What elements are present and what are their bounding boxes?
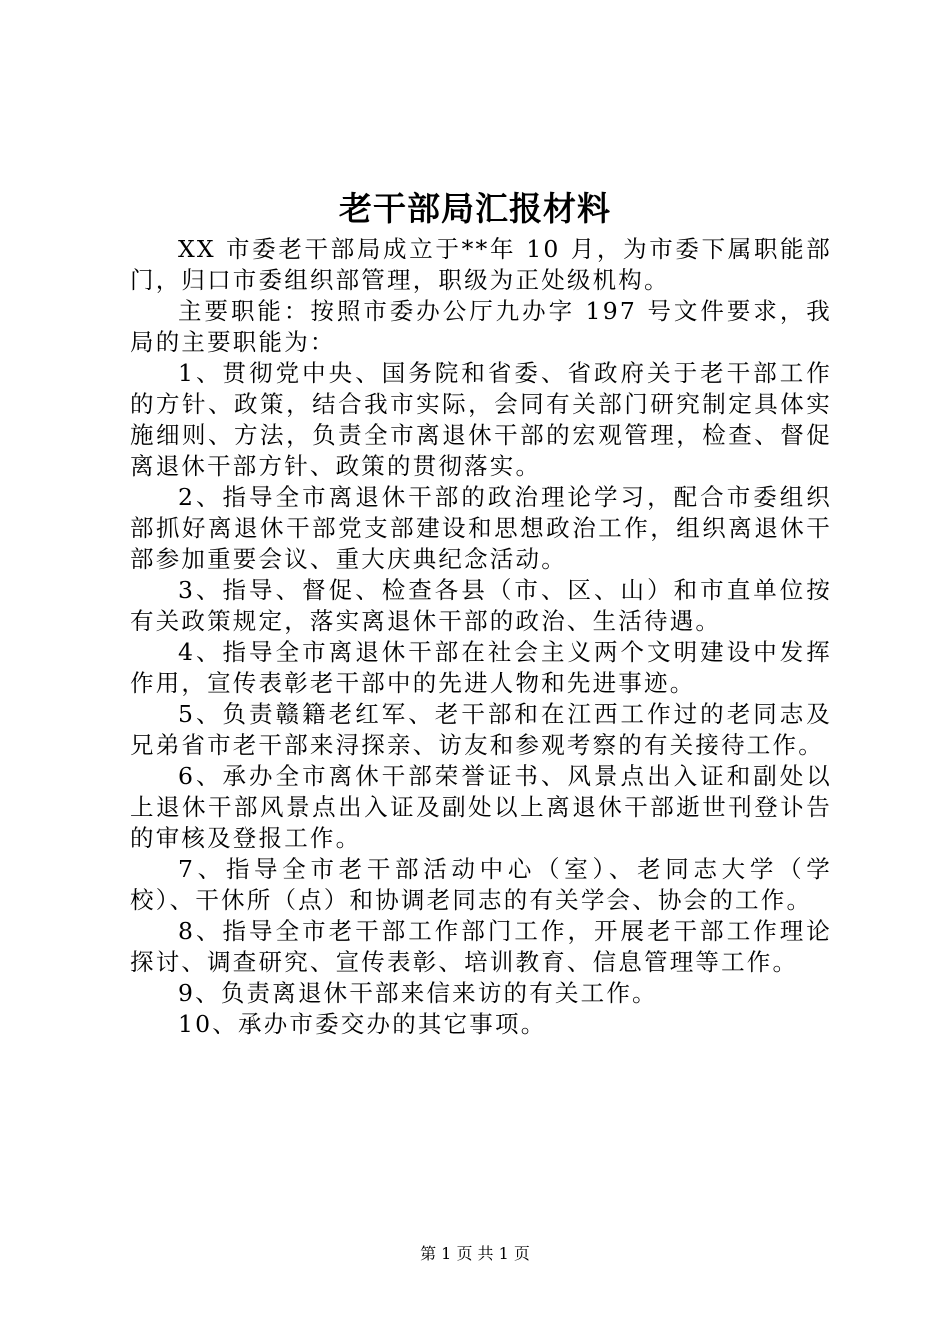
paragraph-item-8: 8、指导全市老干部工作部门工作，开展老干部工作理论探讨、调查研究、宣传表彰、培训教育、信息管理等工作。 (130, 917, 832, 976)
document-body (130, 234, 832, 1040)
paragraph-main-functions: 主要职能：按照市委办公厅九办字 197 号文件要求，我局的主要职能为： (130, 297, 832, 356)
paragraph-item-10: 10、承办市委交办的其它事项。 (178, 1010, 547, 1038)
paragraph-intro: XX 市委老干部局成立于**年 10 月，为市委下属职能部门，归口市委组织部管理，职级为正处级机构。 (130, 235, 832, 294)
paragraph-item-5: 5、负责赣籍老红军、老干部和在江西工作过的老同志及兄弟省市老干部来浔探亲、访友和参观考察的有关接待工作。 (130, 700, 832, 759)
paragraph-item-9: 9、负责离退休干部来信来访的有关工作。 (178, 979, 658, 1007)
paragraph-item-4: 4、指导全市离退休干部在社会主义两个文明建设中发挥作用，宣传表彰老干部中的先进人物和先进事迹。 (130, 638, 832, 697)
paragraph-item-3: 3、指导、督促、检查各县（市、区、山）和市直单位按有关政策规定，落实离退休干部的政治、生活待遇。 (130, 576, 832, 635)
page-number-footer: 第 1 页 共 1 页 (420, 1244, 530, 1263)
paragraph-item-7: 7、指导全市老干部活动中心（室）、老同志大学（学校）、干休所（点）和协调老同志的有关学会、协会的工作。 (130, 855, 832, 914)
paragraph-item-6: 6、承办全市离休干部荣誉证书、风景点出入证和副处以上退休干部风景点出入证及副处以上离退休干部逝世刊登讣告的审核及登报工作。 (130, 762, 832, 852)
document-title: 老干部局汇报材料 (339, 189, 611, 228)
paragraph-item-2: 2、指导全市离退休干部的政治理论学习，配合市委组织部抓好离退休干部党支部建设和思想政治工作，组织离退休干部参加重要会议、重大庆典纪念活动。 (130, 483, 832, 573)
paragraph-item-1: 1、贯彻党中央、国务院和省委、省政府关于老干部工作的方针、政策，结合我市实际，会同有关部门研究制定具体实施细则、方法，负责全市离退休干部的宏观管理，检查、督促离退休干部方针、政策的贯彻落实。 (130, 359, 832, 480)
